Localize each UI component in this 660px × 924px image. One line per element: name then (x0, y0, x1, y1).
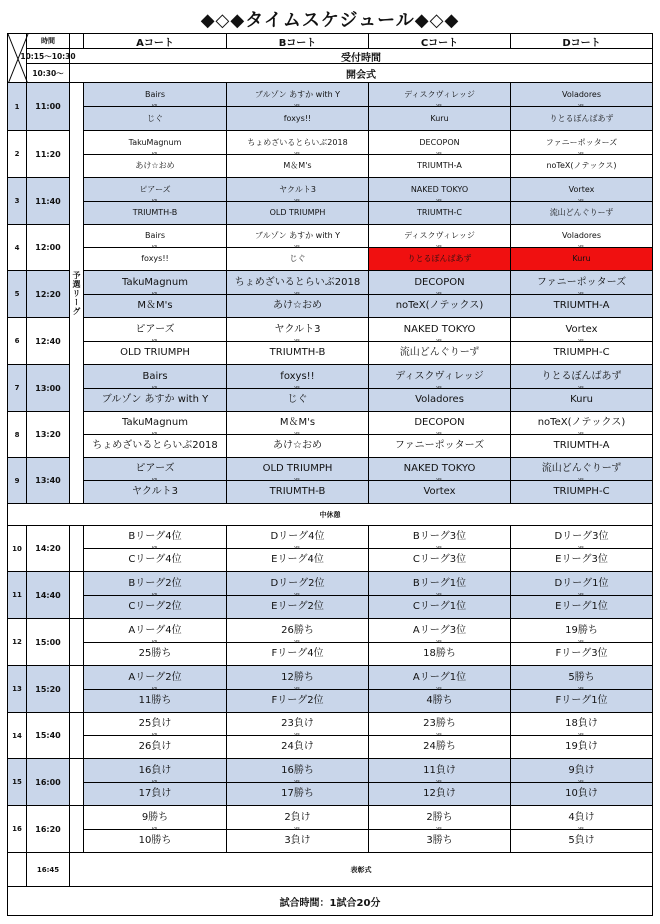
vs-label: vs (151, 686, 158, 692)
vs-label: vs (151, 151, 158, 157)
team-home: M＆M's (226, 411, 369, 435)
court-header-c: Cコート (368, 33, 511, 49)
vs-label: vs (294, 545, 300, 551)
team-home: ブルゾン あすか with Y (226, 224, 369, 248)
vs-label: vs (436, 779, 442, 785)
match-number: 14 (7, 712, 27, 759)
match-time: 15:40 (26, 712, 70, 759)
team-away: TRIUMPH-C (510, 480, 653, 504)
team-home: 19勝ち (510, 618, 653, 643)
team-away: OLD TRIUMPH (226, 201, 369, 225)
team-home: 23負け (226, 712, 369, 736)
vs-label: vs (436, 151, 442, 157)
team-home: Aリーグ2位 (83, 665, 227, 690)
vs-label: vs (151, 732, 158, 738)
team-away: 4勝ち (368, 689, 511, 713)
match-number: 6 (7, 317, 27, 365)
team-home: Bリーグ4位 (83, 525, 227, 549)
team-away: Eリーグ3位 (510, 548, 653, 572)
team-home: ファニーポッターズ (510, 130, 653, 155)
team-home: 16負け (83, 758, 227, 783)
vs-label: vs (294, 198, 300, 204)
vs-label: vs (294, 826, 300, 832)
vs-label: vs (151, 103, 158, 109)
team-away: Cリーグ3位 (368, 548, 511, 572)
vs-label: vs (578, 431, 584, 437)
match-time: 16:20 (26, 805, 70, 853)
vs-label: vs (578, 686, 584, 692)
vs-label: vs (436, 826, 442, 832)
team-away: Kuru (368, 106, 511, 131)
match-number: 8 (7, 411, 27, 458)
vs-label: vs (578, 826, 584, 832)
team-home: ファニーポッターズ (510, 270, 653, 295)
team-home: ちょめざいるとらいぶ2018 (226, 270, 369, 295)
vs-label: vs (151, 198, 158, 204)
match-number: 10 (7, 525, 27, 572)
team-home: noTeX(ノテックス) (510, 411, 653, 435)
team-away: 19負け (510, 735, 653, 759)
team-away: Cリーグ2位 (83, 595, 227, 619)
final-stage-spacer (69, 665, 84, 713)
team-home: TakuMagnum (83, 411, 227, 435)
team-away: Eリーグ2位 (226, 595, 369, 619)
team-away: M＆M's (226, 154, 369, 178)
team-away: 12負け (368, 782, 511, 806)
team-home: Bairs (83, 224, 227, 248)
team-away: Fリーグ3位 (510, 642, 653, 666)
vs-label: vs (294, 477, 300, 483)
vs-label: vs (151, 431, 158, 437)
team-home: りとるぼんばあず (510, 364, 653, 389)
vs-label: vs (151, 639, 158, 645)
team-home: TakuMagnum (83, 130, 227, 155)
vs-label: vs (436, 198, 442, 204)
vs-label: vs (294, 732, 300, 738)
team-home: ブルゾン あすか with Y (226, 82, 369, 107)
team-away: 24勝ち (368, 735, 511, 759)
vs-label: vs (294, 592, 300, 598)
vs-label: vs (578, 103, 584, 109)
team-home: Bリーグ1位 (368, 571, 511, 596)
vs-label: vs (578, 732, 584, 738)
team-away: Fリーグ2位 (226, 689, 369, 713)
team-home: Vortex (510, 177, 653, 202)
team-away: TRIUMTH-B (83, 201, 227, 225)
match-number: 1 (7, 82, 27, 131)
team-home: 25負け (83, 712, 227, 736)
team-away: Eリーグ4位 (226, 548, 369, 572)
team-away: TRIUMTH-A (368, 154, 511, 178)
final-stage-spacer (69, 525, 84, 572)
team-away: TRIUMTH-A (510, 434, 653, 458)
team-home: ちょめざいるとらいぶ2018 (226, 130, 369, 155)
closing-time: 16:45 (26, 852, 70, 887)
team-away: 流山どんぐりーず (368, 341, 511, 365)
awards-ceremony-label: 表彰式 (69, 852, 653, 887)
team-home: ディスクヴィレッジ (368, 82, 511, 107)
match-time: 11:00 (26, 82, 70, 131)
team-away: じぐ (226, 388, 369, 412)
reception-time: 10:15〜10:30 (26, 48, 70, 64)
vs-label: vs (151, 592, 158, 598)
team-home: 9勝ち (83, 805, 227, 830)
vs-label: vs (436, 338, 442, 344)
team-home: 11負け (368, 758, 511, 783)
team-home: 2勝ち (368, 805, 511, 830)
vs-label: vs (578, 338, 584, 344)
team-home: 16勝ち (226, 758, 369, 783)
team-away: noTeX(ノテックス) (510, 154, 653, 178)
match-number: 15 (7, 758, 27, 806)
team-home: NAKED TOKYO (368, 317, 511, 342)
vs-label: vs (151, 244, 158, 250)
team-away: 11勝ち (83, 689, 227, 713)
team-home: 4負け (510, 805, 653, 830)
court-header-b: Bコート (226, 33, 369, 49)
vs-label: vs (578, 244, 584, 250)
vs-label: vs (436, 291, 442, 297)
vs-label: vs (294, 103, 300, 109)
match-time: 15:00 (26, 618, 70, 666)
match-time: 13:20 (26, 411, 70, 458)
vs-label: vs (578, 639, 584, 645)
team-home: Bリーグ2位 (83, 571, 227, 596)
team-home: DECOPON (368, 411, 511, 435)
team-away: noTeX(ノテックス) (368, 294, 511, 318)
vs-label: vs (151, 477, 158, 483)
team-home: OLD TRIUMPH (226, 457, 369, 481)
team-away: Fリーグ4位 (226, 642, 369, 666)
vs-label: vs (294, 151, 300, 157)
match-duration-note: 試合時間：1試合20分 (7, 886, 653, 916)
team-away: りとるぼんばあず (510, 106, 653, 131)
team-home: 5勝ち (510, 665, 653, 690)
match-time: 12:40 (26, 317, 70, 365)
team-home: Vortex (510, 317, 653, 342)
team-home: ヤクルト3 (226, 317, 369, 342)
team-away: じぐ (83, 106, 227, 131)
match-number: 11 (7, 571, 27, 619)
vs-label: vs (436, 103, 442, 109)
team-home: Aリーグ1位 (368, 665, 511, 690)
team-home: 12勝ち (226, 665, 369, 690)
vs-label: vs (436, 639, 442, 645)
team-away: 流山どんぐりーず (510, 201, 653, 225)
vs-label: vs (578, 477, 584, 483)
vs-label: vs (436, 732, 442, 738)
match-number: 5 (7, 270, 27, 318)
team-away: ヤクルト3 (83, 480, 227, 504)
vs-label: vs (578, 545, 584, 551)
match-time: 16:00 (26, 758, 70, 806)
team-home: 流山どんぐりーず (510, 457, 653, 481)
team-away: Voladores (368, 388, 511, 412)
match-time: 14:20 (26, 525, 70, 572)
preliminary-league-label: 予選リーグ (69, 82, 84, 504)
team-home: ディスクヴィレッジ (368, 224, 511, 248)
team-home: Bairs (83, 82, 227, 107)
team-home: Dリーグ1位 (510, 571, 653, 596)
team-away: OLD TRIUMPH (83, 341, 227, 365)
team-home: NAKED TOKYO (368, 457, 511, 481)
team-away: ちょめざいるとらいぶ2018 (83, 434, 227, 458)
team-home: Bairs (83, 364, 227, 389)
team-away: あけ☆おめ (226, 294, 369, 318)
vs-label: vs (436, 686, 442, 692)
vs-label: vs (151, 826, 158, 832)
final-stage-spacer (69, 618, 84, 666)
team-home: Voladores (510, 82, 653, 107)
team-away: Fリーグ1位 (510, 689, 653, 713)
match-number: 2 (7, 130, 27, 178)
vs-label: vs (294, 431, 300, 437)
team-home: Bリーグ3位 (368, 525, 511, 549)
team-away: 24負け (226, 735, 369, 759)
team-away: foxys!! (83, 247, 227, 271)
team-home: ヤクルト3 (226, 177, 369, 202)
match-time: 15:20 (26, 665, 70, 713)
team-away: りとるぼんばあず (368, 247, 511, 271)
team-away: ブルゾン あすか with Y (83, 388, 227, 412)
team-home: Dリーグ3位 (510, 525, 653, 549)
team-home: Dリーグ4位 (226, 525, 369, 549)
team-away: Cリーグ4位 (83, 548, 227, 572)
opening-time: 10:30〜 (26, 63, 70, 83)
reception-label: 受付時間 (69, 48, 653, 64)
final-stage-spacer (69, 571, 84, 619)
closing-spacer (7, 852, 27, 887)
opening-ceremony-label: 開会式 (69, 63, 653, 83)
final-stage-spacer (69, 805, 84, 853)
vs-label: vs (578, 385, 584, 391)
team-away: Kuru (510, 247, 653, 271)
team-away: ファニーポッターズ (368, 434, 511, 458)
vs-label: vs (436, 385, 442, 391)
team-home: 18負け (510, 712, 653, 736)
team-away: Cリーグ1位 (368, 595, 511, 619)
match-number: 7 (7, 364, 27, 412)
match-number: 13 (7, 665, 27, 713)
page-title: ◆◇◆タイムスケジュール◆◇◆ (200, 10, 460, 31)
team-away: あけ☆おめ (226, 434, 369, 458)
match-number: 9 (7, 457, 27, 504)
team-home: TakuMagnum (83, 270, 227, 295)
vs-label: vs (436, 477, 442, 483)
vs-label: vs (294, 338, 300, 344)
team-home: NAKED TOKYO (368, 177, 511, 202)
schedule-table (7, 33, 652, 916)
vs-label: vs (151, 291, 158, 297)
team-away: TRIUMPH-C (510, 341, 653, 365)
final-stage-spacer (69, 712, 84, 759)
team-home: Aリーグ3位 (368, 618, 511, 643)
vs-label: vs (294, 779, 300, 785)
vs-label: vs (294, 686, 300, 692)
match-time: 11:20 (26, 130, 70, 178)
team-away: TRIUMTH-B (226, 480, 369, 504)
team-home: 26勝ち (226, 618, 369, 643)
team-away: 5負け (510, 829, 653, 853)
vs-label: vs (294, 385, 300, 391)
match-number: 4 (7, 224, 27, 271)
team-away: Eリーグ1位 (510, 595, 653, 619)
match-time: 11:40 (26, 177, 70, 225)
match-time: 13:00 (26, 364, 70, 412)
team-away: TRIUMTH-B (226, 341, 369, 365)
match-time: 13:40 (26, 457, 70, 504)
vs-label: vs (578, 198, 584, 204)
team-home: ピアーズ (83, 457, 227, 481)
team-away: 10負け (510, 782, 653, 806)
final-stage-spacer (69, 758, 84, 806)
vs-label: vs (294, 291, 300, 297)
team-home: 2負け (226, 805, 369, 830)
team-home: ディスクヴィレッジ (368, 364, 511, 389)
vs-label: vs (578, 151, 584, 157)
vs-label: vs (151, 545, 158, 551)
team-home: ピアーズ (83, 177, 227, 202)
vs-label: vs (294, 639, 300, 645)
team-away: Vortex (368, 480, 511, 504)
team-away: M＆M's (83, 294, 227, 318)
team-away: 25勝ち (83, 642, 227, 666)
team-away: 17勝ち (226, 782, 369, 806)
team-away: TRIUMTH-A (510, 294, 653, 318)
team-home: DECOPON (368, 130, 511, 155)
team-home: foxys!! (226, 364, 369, 389)
match-number: 12 (7, 618, 27, 666)
team-away: 18勝ち (368, 642, 511, 666)
time-header: 時間 (26, 33, 70, 49)
vs-label: vs (294, 244, 300, 250)
team-away: 17負け (83, 782, 227, 806)
match-number: 16 (7, 805, 27, 853)
team-home: 23勝ち (368, 712, 511, 736)
vs-label: vs (436, 545, 442, 551)
vs-label: vs (578, 291, 584, 297)
team-home: Aリーグ4位 (83, 618, 227, 643)
team-away: 3負け (226, 829, 369, 853)
break-label: 中休憩 (7, 503, 653, 526)
vs-label: vs (436, 244, 442, 250)
vs-label: vs (151, 385, 158, 391)
vs-label: vs (578, 779, 584, 785)
team-home: Voladores (510, 224, 653, 248)
match-time: 12:00 (26, 224, 70, 271)
vs-label: vs (151, 779, 158, 785)
match-time: 14:40 (26, 571, 70, 619)
team-away: 10勝ち (83, 829, 227, 853)
team-away: あけ☆おめ (83, 154, 227, 178)
team-home: 9負け (510, 758, 653, 783)
court-header-a: Aコート (83, 33, 227, 49)
vs-label: vs (436, 431, 442, 437)
team-away: じぐ (226, 247, 369, 271)
team-away: 26負け (83, 735, 227, 759)
vs-label: vs (151, 338, 158, 344)
team-away: Kuru (510, 388, 653, 412)
vs-label: vs (436, 592, 442, 598)
team-away: foxys!! (226, 106, 369, 131)
team-away: 3勝ち (368, 829, 511, 853)
vs-label: vs (578, 592, 584, 598)
team-away: TRIUMTH-C (368, 201, 511, 225)
header-spacer (69, 33, 84, 49)
team-home: ピアーズ (83, 317, 227, 342)
team-home: Dリーグ2位 (226, 571, 369, 596)
match-number: 3 (7, 177, 27, 225)
match-time: 12:20 (26, 270, 70, 318)
court-header-d: Dコート (510, 33, 653, 49)
team-home: DECOPON (368, 270, 511, 295)
